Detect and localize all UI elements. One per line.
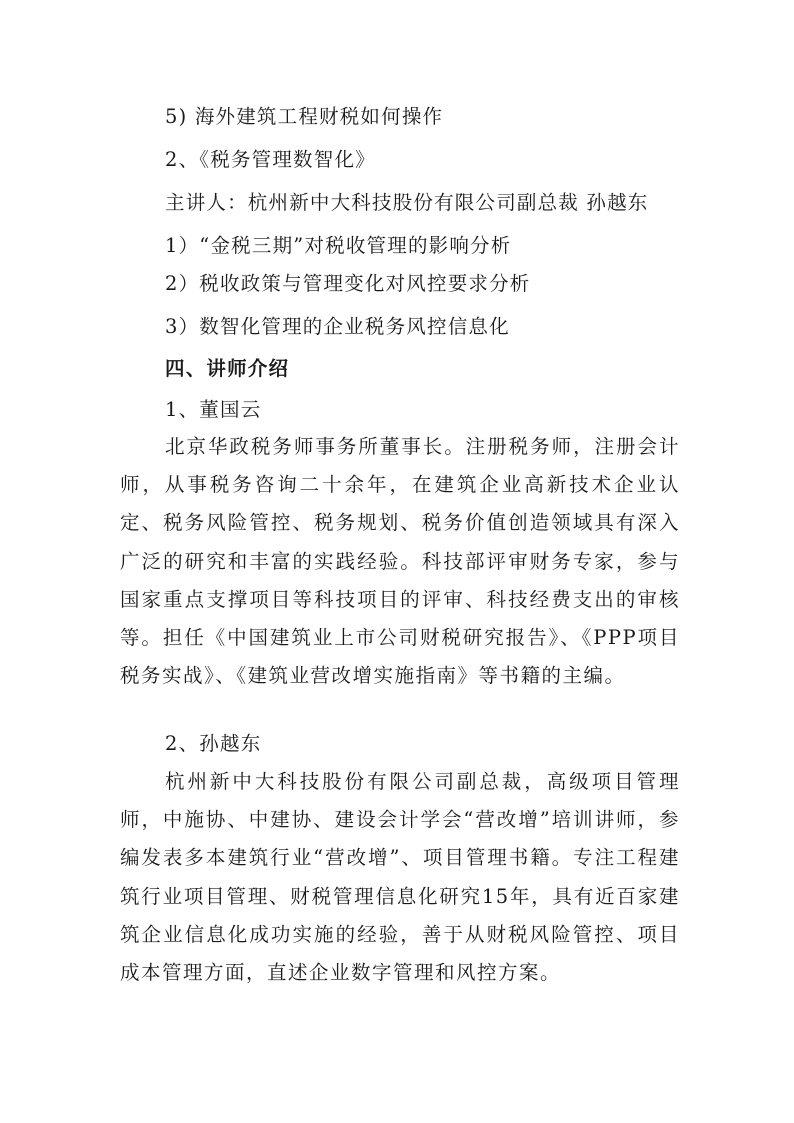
lecturer-line: 主讲人：杭州新中大科技股份有限公司副总裁 孙越东 [165,191,649,214]
course-item-5: 5) 海外建筑工程财税如何操作 [165,105,444,128]
lecturer-name-2: 2、孙越东 [165,732,262,755]
course-topic-2: 2）税收政策与管理变化对风控要求分析 [165,272,531,295]
course-topic-1: 1）“金税三期”对税收管理的影响分析 [165,234,512,257]
lecturer-name-1: 1、董国云 [165,398,262,421]
section-heading-lecturers: 四、讲师介绍 [165,357,290,380]
lecturer-bio-2: 杭州新中大科技股份有限公司副总裁，高级项目管理师，中施协、中建协、建设会计学会“营改增”培训讲师，参编发表多本建筑行业“营改增”、项目管理书籍。专注工程建筑行业项目管理、财税管理信息化研究15年，具有近百家建筑企业信息化成功实施的经验，善于从财税风险管控、项目成本管理方面，直述企业数字管理和风控方案。 [120,770,680,985]
lecturer-bio-1: 北京华政税务师事务所董事长。注册税务师，注册会计师，从事税务咨询二十余年，在建筑企业高新技术企业认定、税务风险管控、税务规划、税务价值创造领域具有深入广泛的研究和丰富的实践经验。科技部评审财务专家，参与国家重点支撑项目等科技项目的评审、科技经费支出的审核等。担任《中国建筑业上市公司财税研究报告》、《PPP项目税务实战》、《建筑业营改增实施指南》等书籍的主编。 [120,435,680,688]
course-title-2: 2、《税务管理数智化》 [165,148,376,171]
course-topic-3: 3）数智化管理的企业税务风控信息化 [165,315,510,338]
